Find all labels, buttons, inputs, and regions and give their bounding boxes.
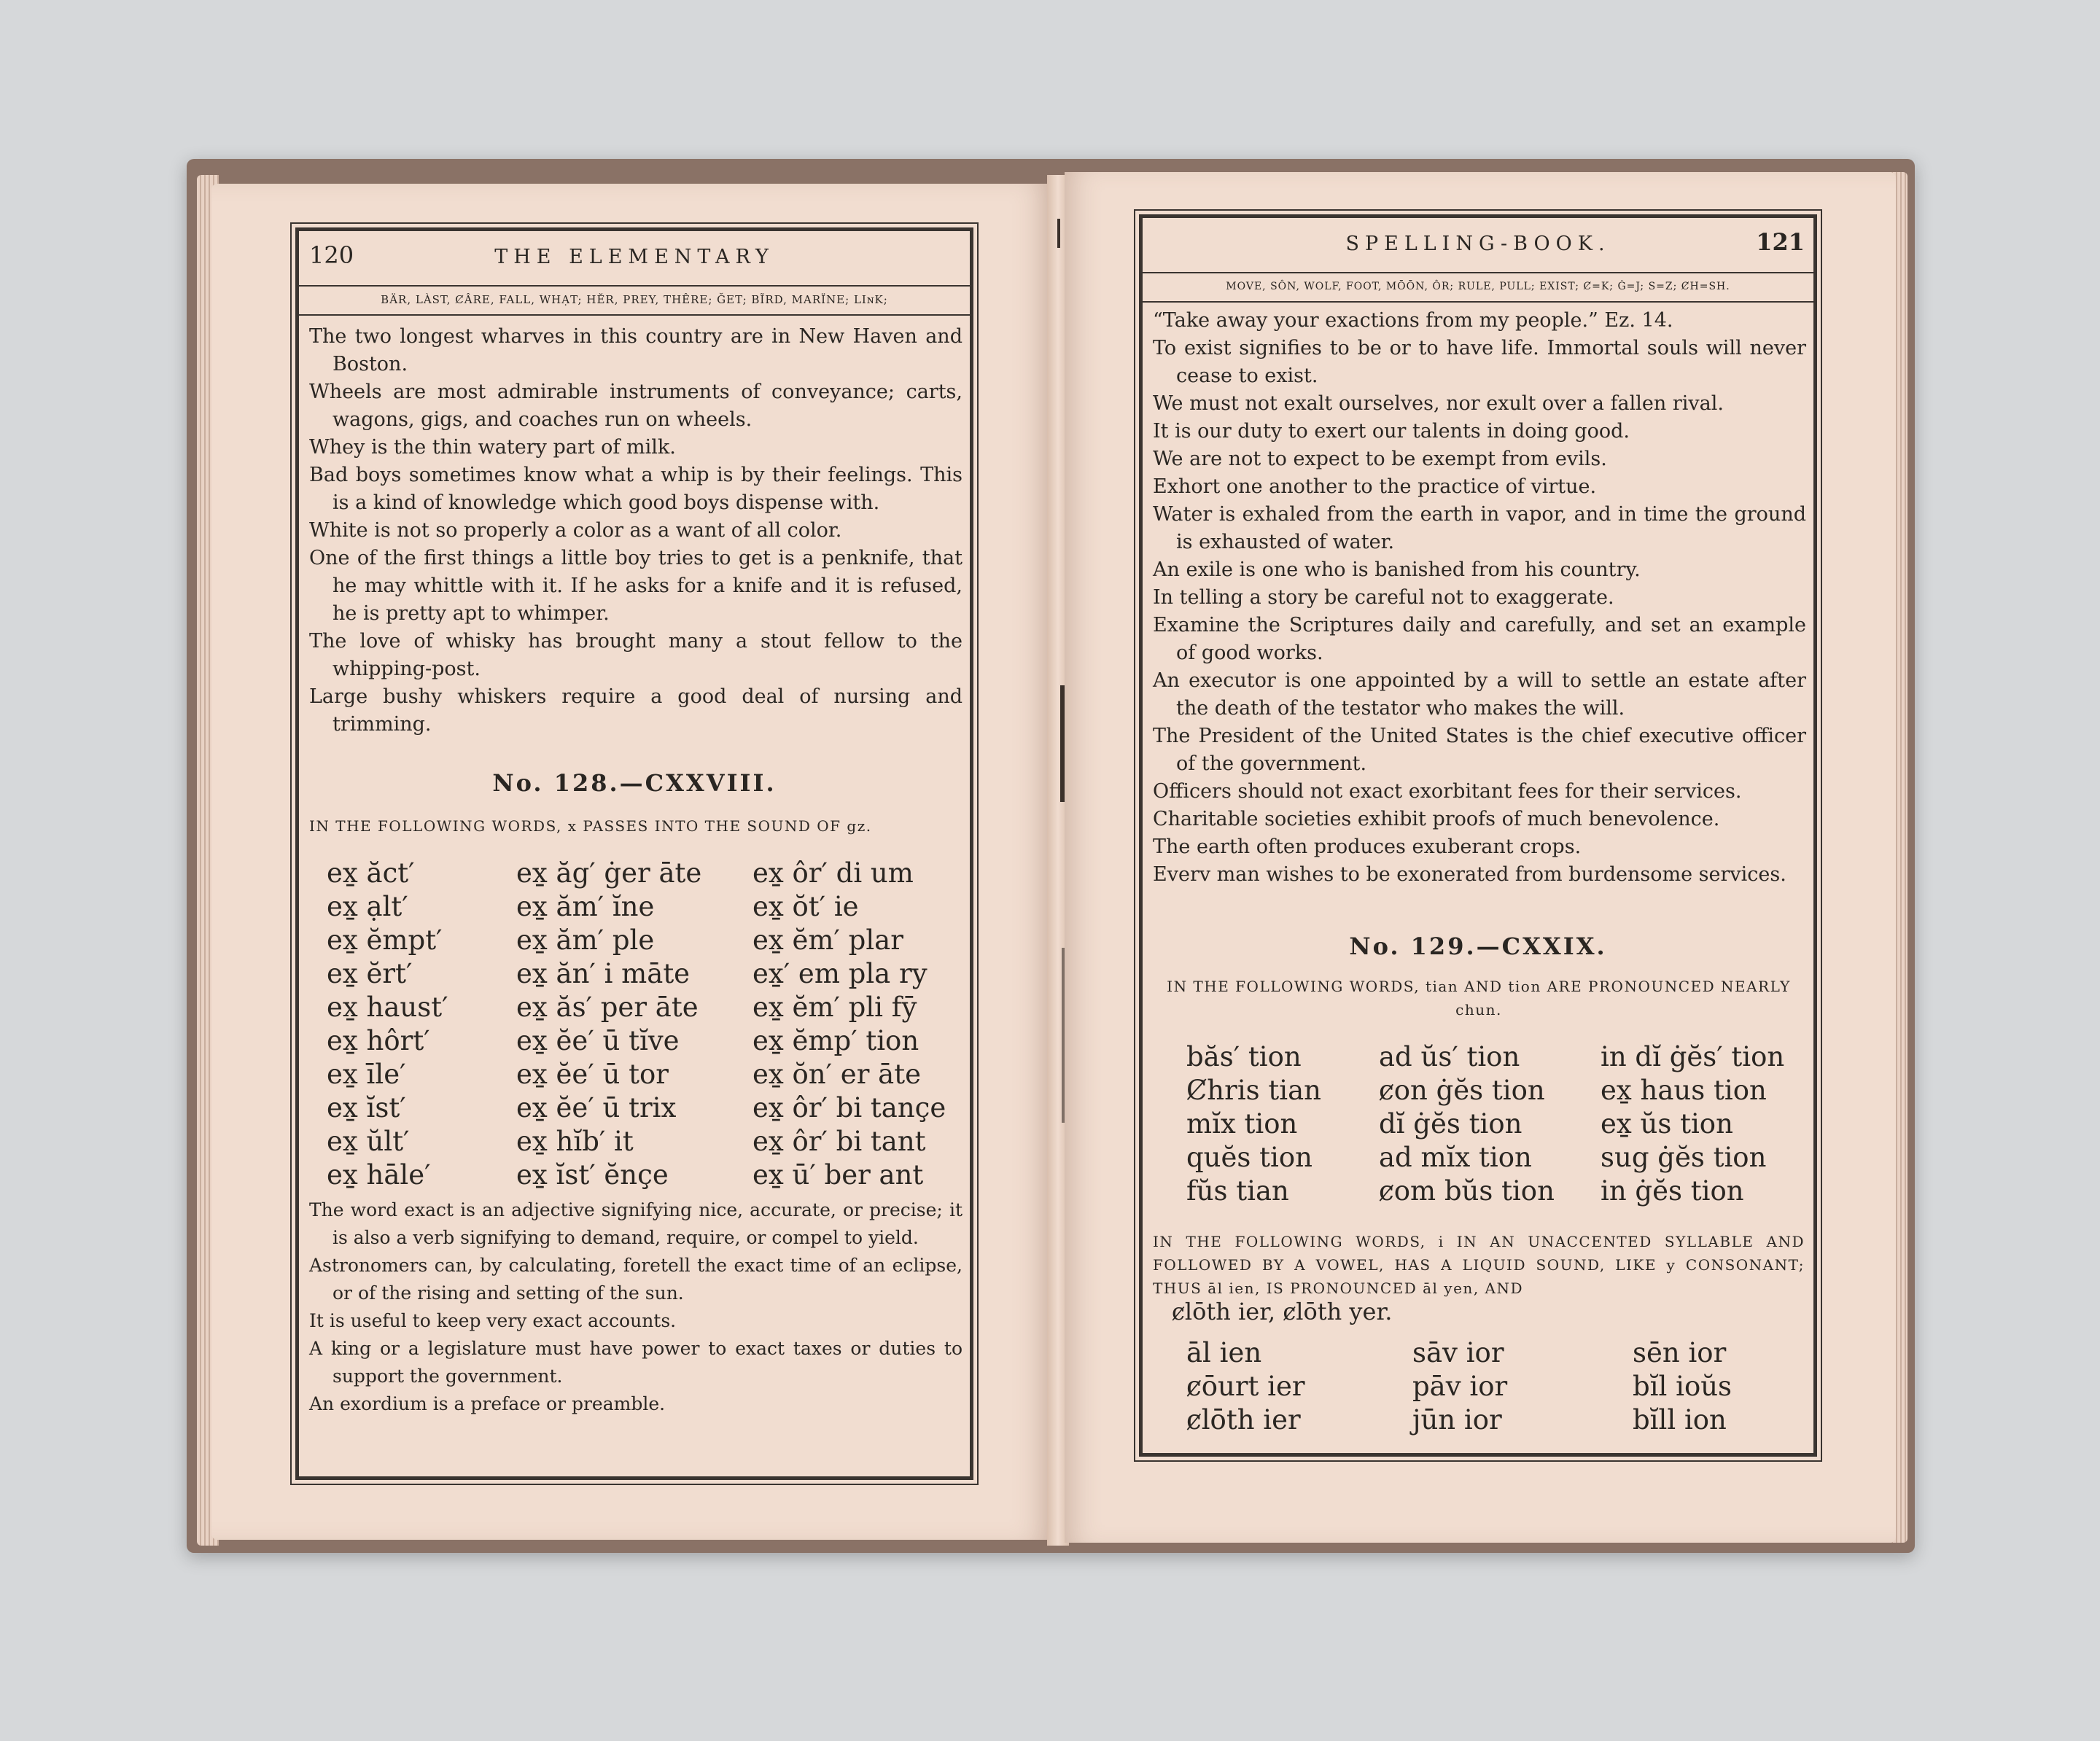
spelling-word: ad mĭx tion [1379, 1142, 1532, 1173]
spelling-word: ex̱ ạlt′ [327, 891, 408, 922]
spelling-word: ex̱ ĕm′ pli fȳ [752, 992, 917, 1023]
sentence: It is useful to keep very exact accounts. [309, 1310, 677, 1331]
section-instruction: IN THE FOLLOWING WORDS, x PASSES INTO THE SOUND OF gz. [309, 817, 872, 835]
second-instruction-tail: ȼlōth ier, ȼlōth yer. [1172, 1298, 1393, 1325]
spelling-word: ex̱ hāle′ [327, 1159, 431, 1191]
sentence-list [1153, 307, 1806, 889]
sentence: Everv man wishes to be exonerated from burdensome services. [1153, 863, 1786, 886]
spelling-word: ex̱ ĭst′ [327, 1092, 406, 1123]
sentence: Charitable societies exhibit proofs of much benevolence. [1153, 808, 1720, 830]
sentence: Whey is the thin watery part of milk. [309, 436, 676, 459]
spelling-word: ex̱ hĭb′ it [516, 1126, 634, 1157]
spelling-word: ȼōurt ier [1186, 1371, 1305, 1402]
page-number: 121 [1756, 228, 1805, 256]
spelling-word: ex̱ ôr′ bi tançe [752, 1092, 946, 1123]
page-number: 120 [309, 241, 354, 269]
sentence: Bad boys sometimes know what a whip is by their feelings. This is a kind of knowledge which good boys dispense with. [309, 464, 962, 514]
spelling-word: sēn ior [1633, 1337, 1727, 1368]
spelling-word: in ġĕs tion [1601, 1175, 1744, 1207]
spelling-word: sāv ior [1412, 1337, 1504, 1368]
sentence: The love of whisky has brought many a stout fellow to the whipping-post. [309, 630, 962, 680]
sentence: We must not exalt ourselves, nor exult over a fallen rival. [1153, 392, 1724, 415]
sentence: “Take away your exactions from my people.” Ez. 14. [1153, 309, 1673, 332]
pronunciation-key: BÄR, LÀST, ȻÂRE, FALL, WHẠT; HĔR, PREY, THÊRE; ĞET; BĨRD, MARÏNE; LIɴK; [299, 285, 970, 316]
section-title: No. 129.—CXXIX. [1349, 932, 1607, 960]
word-column-2 [1379, 1040, 1555, 1208]
sentence: An exordium is a preface or preamble. [309, 1393, 666, 1414]
spelling-word: ex̱′ em pla ry [752, 958, 928, 989]
right-header [1143, 218, 1813, 273]
spelling-word: bĭll ion [1633, 1404, 1727, 1436]
spelling-word: ex̱ ăm′ ĭne [516, 891, 655, 922]
spelling-word: fŭs tian [1186, 1175, 1289, 1207]
spelling-word: pāv ior [1412, 1371, 1508, 1402]
word-column-4 [1186, 1336, 1305, 1437]
sentence: White is not so properly a color as a want of all color. [309, 519, 842, 542]
word-column-6 [1633, 1336, 1732, 1437]
spelling-word: ex̱ ôr′ di um [752, 857, 914, 889]
sentence: The earth often produces exuberant crops. [1153, 836, 1582, 858]
sentence: The word exact is an adjective signifying nice, accurate, or precise; it is also a verb signifying to demand, require, or compel to yield. [309, 1199, 962, 1248]
word-column-1 [1186, 1040, 1321, 1208]
spelling-word: ex̱ ŏt′ ie [752, 891, 859, 922]
spelling-word: ex̱ ŏn′ er āte [752, 1059, 921, 1090]
spelling-word: ex̱ ĕe′ ū tĭve [516, 1025, 680, 1056]
word-column-3 [1601, 1040, 1784, 1208]
sentence: Astronomers can, by calculating, foretell the exact time of an eclipse, or of the rising and setting of the sun. [309, 1255, 962, 1304]
second-instruction: IN THE FOLLOWING WORDS, i IN AN UNACCENTED SYLLABLE AND FOLLOWED BY A VOWEL, HAS A LIQUID SOUND, LIKE y CONSONANT; THUS āl ien, IS PRONOUNCED āl yen, AND [1153, 1233, 1805, 1297]
spelling-word: dĭ ġĕs tion [1379, 1108, 1522, 1140]
spelling-word: ex̱ ĕmpt′ [327, 924, 443, 956]
sentence: In telling a story be careful not to exaggerate. [1153, 586, 1614, 609]
sentence: A king or a legislature must have power to exact taxes or duties to support the government. [309, 1338, 962, 1387]
word-column-5 [1412, 1336, 1507, 1437]
sentence: Wheels are most admirable instruments of conveyance; carts, wagons, gigs, and coaches run on wheels. [309, 381, 962, 431]
spelling-word: ex̱ ăm′ ple [516, 924, 655, 956]
spelling-word: ȼom bŭs tion [1379, 1175, 1555, 1207]
section-instruction: IN THE FOLLOWING WORDS, tian AND tion ARE PRONOUNCED NEARLY chun. [1167, 978, 1791, 1018]
spelling-word: ex̱ ĕmp′ tion [752, 1025, 919, 1056]
spelling-word: ex̱ ū′ ber ant [752, 1159, 924, 1191]
sentence: One of the first things a little boy tries to get is a penknife, that he may whittle with it. If he asks for a knife and it is refused, he is pretty apt to whimper. [309, 547, 962, 625]
left-page [211, 184, 1050, 1540]
sentence: An exile is one who is banished from his country. [1153, 558, 1641, 581]
spelling-word: ex̱ ĕrt′ [327, 958, 413, 989]
spelling-word: ex̱ ĕe′ ū tor [516, 1059, 669, 1090]
sentence: The President of the United States is the chief executive officer of the government. [1153, 725, 1806, 775]
spelling-word: jūn ior [1412, 1404, 1502, 1436]
spelling-word: ex̱ ĕe′ ū trix [516, 1092, 677, 1123]
spelling-word: ex̱ ŭs tion [1601, 1108, 1733, 1140]
running-title: SPELLING-BOOK. [1345, 233, 1611, 255]
sentence: An executor is one appointed by a will to settle an estate after the death of the testator who makes the will. [1153, 669, 1806, 720]
running-title: THE ELEMENTARY [494, 246, 774, 268]
spelling-word: ex̱ ĭst′ ĕnçe [516, 1159, 669, 1191]
spelling-word: in dĭ ġĕs′ tion [1601, 1041, 1785, 1072]
spelling-word: ex̱ ăct′ [327, 857, 415, 889]
spelling-word: ȼon ġĕs tion [1379, 1075, 1545, 1106]
section-title: No. 128.—CXXVIII. [492, 769, 777, 797]
word-column-2 [516, 857, 701, 1192]
spelling-word: ex̱ ŭlt′ [327, 1126, 410, 1157]
sentence: Officers should not exact exorbitant fees for their services. [1153, 780, 1742, 803]
spelling-word: āl ien [1186, 1337, 1262, 1368]
spelling-word: ex̱ ôr′ bi tant [752, 1126, 926, 1157]
spelling-word: ex̱ īle′ [327, 1059, 406, 1090]
pronunciation-key: MOVE, SÔN, WOLF, FOOT, MŌŌN, ÔR; RULE, PULL; EXIST; Ȼ=K; Ġ=J; S=Z; ȻH=SH. [1143, 272, 1813, 303]
spelling-word: ex̱ ăs′ per āte [516, 992, 699, 1023]
right-page [1065, 172, 1896, 1543]
sentence-list [309, 323, 962, 739]
sentence: Examine the Scriptures daily and carefully, and set an example of good works. [1153, 614, 1806, 664]
left-page-frame [295, 227, 973, 1480]
spelling-word: băs′ tion [1186, 1041, 1302, 1072]
sentence: Large bushy whiskers require a good deal of nursing and trimming. [309, 685, 962, 736]
word-column-3 [752, 857, 946, 1192]
spelling-word: ex̱ haust′ [327, 992, 448, 1023]
binding-thread [1057, 219, 1060, 248]
spelling-word: ex̱ ăn′ i māte [516, 958, 691, 989]
spelling-word: ȼlōth ier [1186, 1404, 1301, 1436]
sentence: We are not to expect to be exempt from evils. [1153, 448, 1607, 470]
spelling-word: ad ŭs′ tion [1379, 1041, 1520, 1072]
sentence: It is our duty to exert our talents in doing good. [1153, 420, 1630, 443]
spelling-word: sug ġĕs tion [1601, 1142, 1767, 1173]
spelling-word: ex̱ ăg′ ġer āte [516, 857, 702, 889]
word-column-1 [327, 857, 448, 1192]
spelling-word: quĕs tion [1186, 1142, 1312, 1173]
sentence: Water is exhaled from the earth in vapor, and in time the ground is exhausted of water. [1153, 503, 1806, 553]
sentence: The two longest wharves in this country are in New Haven and Boston. [309, 325, 962, 375]
sentence: To exist signifies to be or to have life. Immortal souls will never cease to exist. [1153, 337, 1806, 387]
spelling-word: mĭx tion [1186, 1108, 1298, 1140]
spelling-word: ex̱ haus tion [1601, 1075, 1767, 1106]
closing-sentence-list [309, 1196, 962, 1418]
sentence: Exhort one another to the practice of virtue. [1153, 475, 1597, 498]
right-page-frame [1139, 214, 1817, 1457]
spelling-word: bĭl ioŭs [1633, 1371, 1732, 1402]
spelling-word: ex̱ hôrt′ [327, 1025, 430, 1056]
spelling-word: Ȼhris tian [1186, 1075, 1321, 1106]
left-header [299, 231, 970, 287]
spelling-word: ex̱ ĕm′ plar [752, 924, 903, 956]
